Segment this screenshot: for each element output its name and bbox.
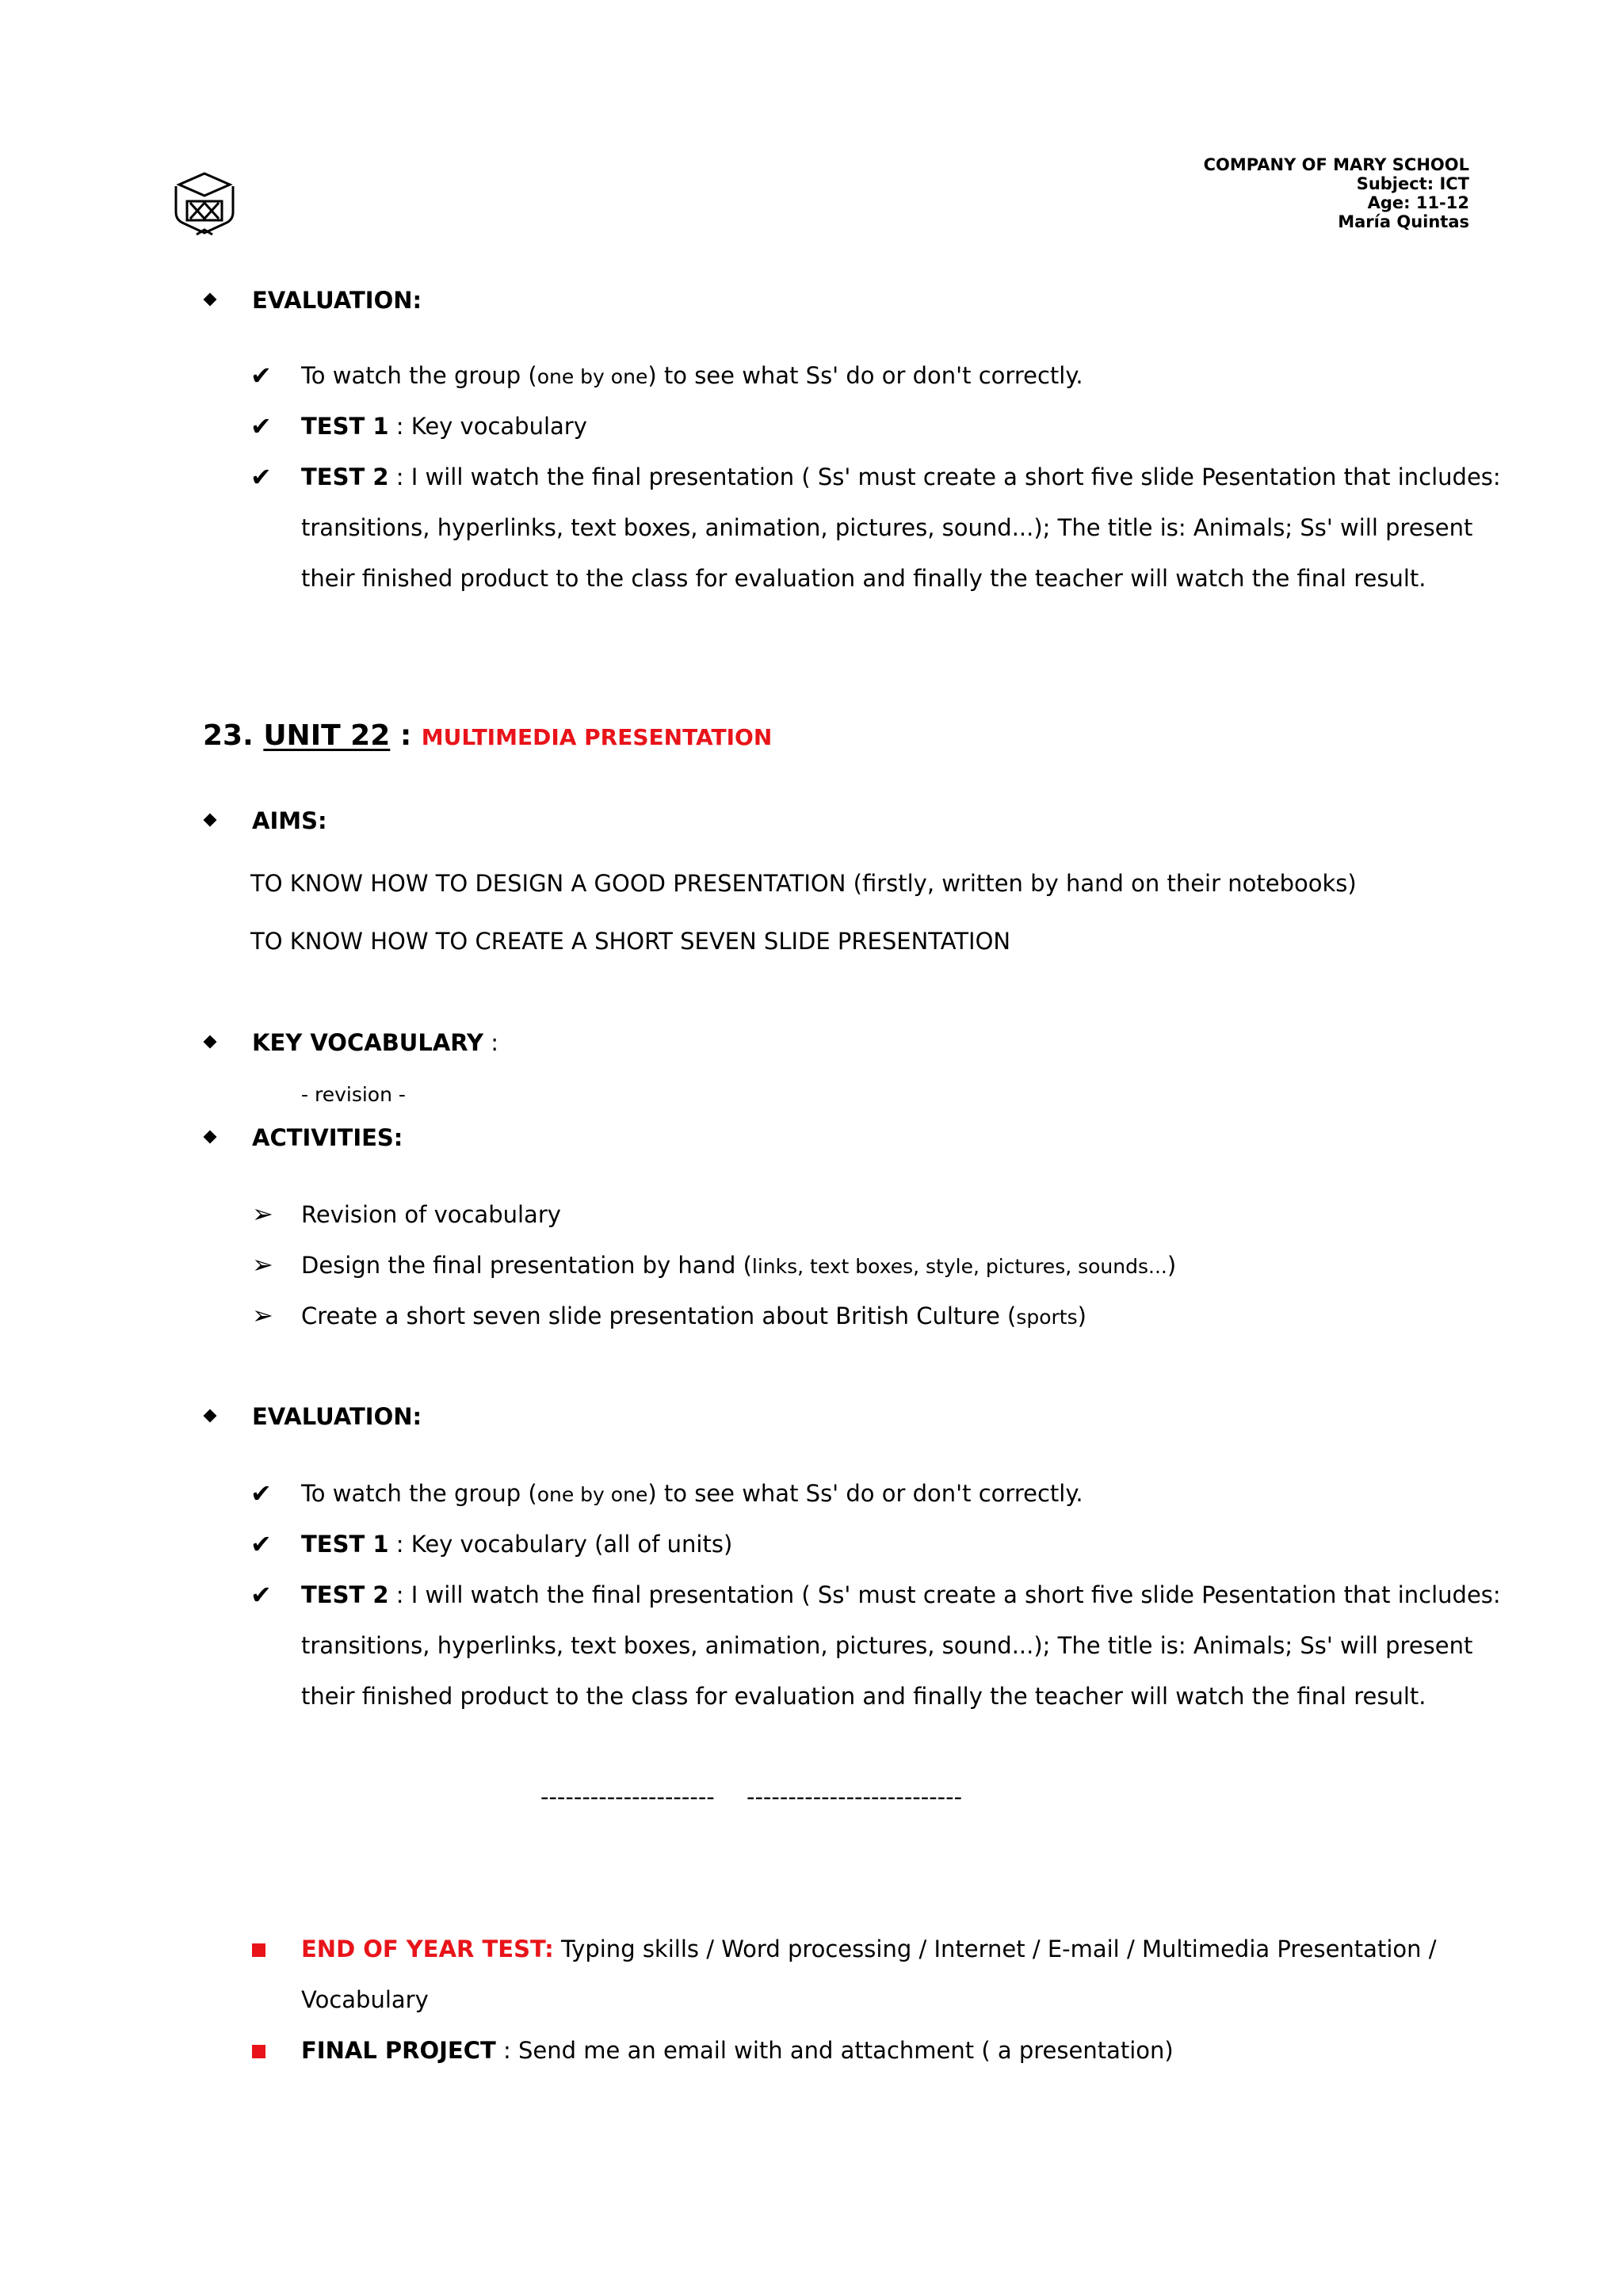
unit-name: UNIT 22 bbox=[263, 719, 391, 752]
test-label: TEST 2 bbox=[301, 1581, 389, 1608]
item-small-text: one by one bbox=[537, 365, 648, 388]
item-text: Create a short seven slide presentation about British Culture ( bbox=[301, 1302, 1017, 1329]
key-vocabulary-suffix: : bbox=[483, 1029, 499, 1056]
activity-item bbox=[301, 1302, 1086, 1329]
evaluation-item-line: transitions, hyperlinks, text boxes, animation, pictures, sound...); The title is: Animals; Ss' will present bbox=[301, 514, 1473, 541]
age: Age: 11-12 bbox=[1367, 193, 1469, 212]
page-header bbox=[1204, 155, 1469, 231]
key-vocabulary-note: - revision - bbox=[301, 1083, 406, 1106]
evaluation-heading: EVALUATION: bbox=[252, 1403, 422, 1430]
arrowhead-bullet-icon: ➢ bbox=[252, 1199, 273, 1229]
arrowhead-bullet-icon: ➢ bbox=[252, 1249, 273, 1280]
unit-title: MULTIMEDIA PRESENTATION bbox=[421, 724, 773, 750]
item-text: : I will watch the final presentation ( Ss' must create a short five slide Pesentation that includes: bbox=[388, 463, 1501, 490]
end-of-year-test-text: Typing skills / Word processing / Internet / E-mail / Multimedia Presentation / bbox=[553, 1936, 1437, 1962]
unit-heading bbox=[203, 719, 772, 752]
red-square-bullet-icon bbox=[252, 2045, 265, 2058]
aim-line: TO KNOW HOW TO CREATE A SHORT SEVEN SLIDE PRESENTATION bbox=[250, 928, 1011, 955]
item-text: ) bbox=[1167, 1252, 1177, 1279]
item-text: : Key vocabulary bbox=[388, 413, 587, 440]
evaluation-item bbox=[301, 1533, 732, 1556]
evaluation-item bbox=[301, 463, 1501, 490]
final-project-text: : Send me an email with and attachment ( a presentation) bbox=[495, 2037, 1174, 2064]
evaluation-item-line: transitions, hyperlinks, text boxes, animation, pictures, sound...); The title is: Animals; Ss' will present bbox=[301, 1632, 1473, 1659]
key-vocabulary-label: KEY VOCABULARY bbox=[252, 1029, 484, 1056]
item-text: To watch the group ( bbox=[301, 1480, 537, 1507]
school-name: COMPANY OF MARY SCHOOL bbox=[1203, 155, 1469, 174]
diamond-bullet-icon bbox=[204, 1131, 217, 1144]
end-of-year-test-line: Vocabulary bbox=[301, 1986, 429, 2013]
test-label: TEST 2 bbox=[301, 463, 389, 490]
activity-item bbox=[301, 1254, 1176, 1277]
final-project-label: FINAL PROJECT bbox=[301, 2037, 496, 2064]
item-text: : Key vocabulary (all of units) bbox=[388, 1531, 733, 1558]
item-text: ) bbox=[1077, 1302, 1086, 1329]
test-label: TEST 1 bbox=[301, 413, 389, 440]
red-square-bullet-icon bbox=[252, 1943, 265, 1957]
evaluation-item bbox=[301, 415, 587, 438]
checkmark-icon: ✔ bbox=[250, 462, 272, 492]
item-text: To watch the group ( bbox=[301, 362, 537, 389]
test-label: TEST 1 bbox=[301, 1531, 389, 1558]
item-small-text: links, text boxes, style, pictures, sounds... bbox=[751, 1255, 1167, 1278]
school-crest-icon bbox=[173, 171, 236, 239]
diamond-bullet-icon bbox=[204, 1409, 217, 1423]
evaluation-item-line: their finished product to the class for evaluation and finally the teacher will watch the final result. bbox=[301, 1683, 1426, 1710]
activities-heading: ACTIVITIES: bbox=[252, 1124, 403, 1151]
checkmark-icon: ✔ bbox=[250, 411, 272, 441]
diamond-bullet-icon bbox=[204, 1035, 217, 1049]
divider-dashes-right: -------------------------- bbox=[747, 1783, 963, 1810]
unit-separator: : bbox=[390, 719, 412, 752]
item-text: : I will watch the final presentation ( Ss' must create a short five slide Pesentation that includes: bbox=[388, 1581, 1501, 1608]
key-vocabulary-heading bbox=[252, 1029, 499, 1056]
checkmark-icon: ✔ bbox=[250, 1529, 272, 1559]
evaluation-item bbox=[301, 364, 1083, 387]
item-small-text: sports bbox=[1016, 1306, 1078, 1329]
diamond-bullet-icon bbox=[204, 293, 217, 307]
end-of-year-test bbox=[301, 1938, 1437, 1961]
item-text: Design the final presentation by hand ( bbox=[301, 1252, 752, 1279]
final-project bbox=[301, 2039, 1174, 2062]
divider-dashes-left: --------------------- bbox=[540, 1783, 715, 1810]
evaluation-item bbox=[301, 1581, 1501, 1608]
item-text: ) to see what Ss' do or don't correctly. bbox=[647, 362, 1083, 389]
checkmark-icon: ✔ bbox=[250, 1478, 272, 1508]
teacher-name: María Quintas bbox=[1338, 212, 1469, 231]
evaluation-item-line: their finished product to the class for evaluation and finally the teacher will watch the final result. bbox=[301, 565, 1426, 592]
end-of-year-test-label: END OF YEAR TEST: bbox=[301, 1936, 554, 1962]
item-text: ) to see what Ss' do or don't correctly. bbox=[647, 1480, 1083, 1507]
diamond-bullet-icon bbox=[204, 814, 217, 827]
subject: Subject: ICT bbox=[1356, 174, 1469, 193]
unit-number: 23. bbox=[203, 719, 254, 752]
checkmark-icon: ✔ bbox=[250, 360, 272, 391]
evaluation-item bbox=[301, 1482, 1083, 1505]
evaluation-heading: EVALUATION: bbox=[252, 287, 422, 314]
arrowhead-bullet-icon: ➢ bbox=[252, 1300, 273, 1330]
activity-item: Revision of vocabulary bbox=[301, 1201, 561, 1228]
aims-heading: AIMS: bbox=[252, 807, 327, 834]
aim-line: TO KNOW HOW TO DESIGN A GOOD PRESENTATION (firstly, written by hand on their notebooks) bbox=[250, 870, 1357, 897]
checkmark-icon: ✔ bbox=[250, 1580, 272, 1610]
item-small-text: one by one bbox=[537, 1483, 648, 1506]
